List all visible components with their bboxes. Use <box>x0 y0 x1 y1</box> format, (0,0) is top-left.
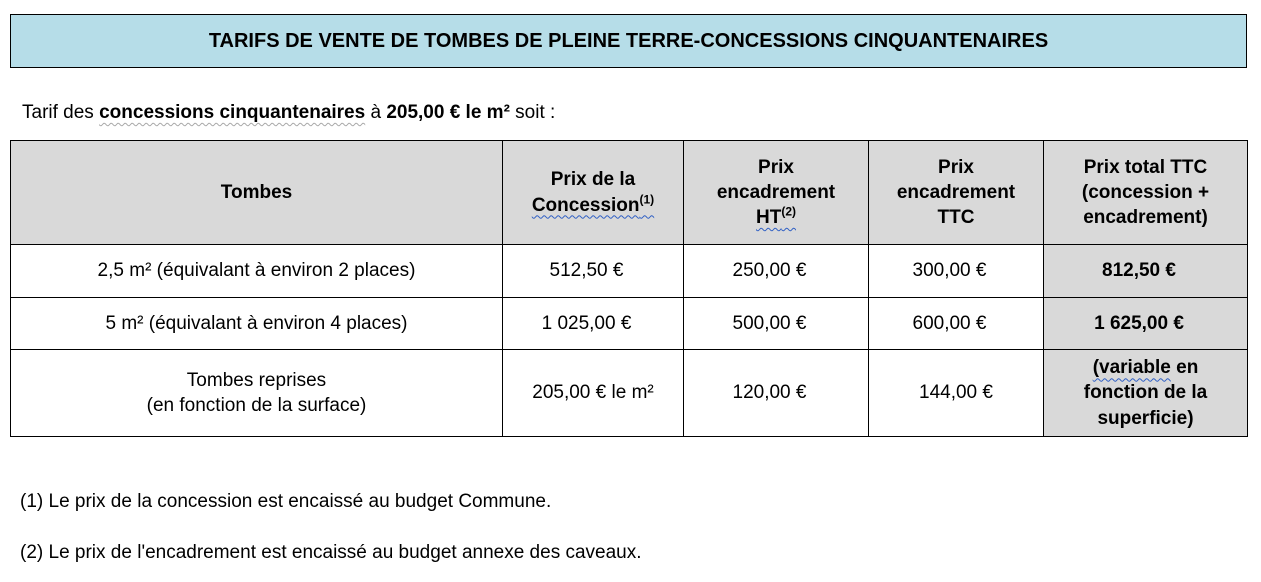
row3-concession: 205,00 € le m² <box>503 350 684 437</box>
row2-total: 1 625,00 € <box>1044 298 1248 350</box>
header-ttc-line2: encadrement <box>896 181 1016 203</box>
intro-bold-price: 205,00 € le m² <box>386 102 510 123</box>
table-row <box>11 298 1248 350</box>
row3-label-line2: (en fonction de la surface) <box>146 395 367 416</box>
header-concession-line2: Concession$^{(1)}$ <box>531 192 655 216</box>
header-prix-concession <box>503 141 684 245</box>
title-banner <box>10 14 1247 68</box>
tariff-table <box>10 140 1248 437</box>
row3-total-line3: superficie) <box>1097 407 1194 429</box>
row3-total-line1: (variable en <box>1092 357 1199 379</box>
row3-total <box>1044 350 1248 437</box>
row3-label <box>11 350 503 437</box>
row3-encadrement-ttc: 144,00 € <box>869 350 1044 437</box>
row1-concession: 512,50 € <box>503 245 684 298</box>
row1-label: 2,5 m² (équivalant à environ 2 places) <box>11 245 503 298</box>
header-tombes-label: Tombes <box>220 181 293 203</box>
header-tombes <box>11 141 503 245</box>
row1-total: 812,50 € <box>1044 245 1248 298</box>
header-prix-encadrement-ht <box>684 141 869 245</box>
intro-prefix: Tarif des <box>22 102 100 123</box>
intro-middle: à <box>365 102 387 123</box>
row1-encadrement-ttc: 300,00 € <box>869 245 1044 298</box>
table-row <box>11 245 1248 298</box>
footnote-ref-1: (1) <box>639 192 655 207</box>
header-total-line2: (concession + <box>1081 181 1210 203</box>
header-concession-line1: Prix de la <box>550 169 636 191</box>
row2-label: 5 m² (équivalant à environ 4 places) <box>11 298 503 350</box>
intro-suffix: soit : <box>509 102 556 123</box>
footnote-2: (2) Le prix de l'encadrement est encaissé au budget annexe des caveaux. <box>20 542 642 563</box>
header-total-line3: encadrement) <box>1083 207 1208 229</box>
intro-bold-concessions: concessions cinquantenaires <box>99 102 366 123</box>
row1-encadrement-ht: 250,00 € <box>684 245 869 298</box>
header-ttc-line3: TTC <box>937 207 975 229</box>
header-prix-total <box>1044 141 1248 245</box>
header-ttc-line1: Prix <box>938 156 974 178</box>
row3-label-line1: Tombes reprises <box>186 369 327 391</box>
header-ht-line1: Prix <box>758 156 794 178</box>
row2-concession: 1 025,00 € <box>503 298 684 350</box>
header-total-line1: Prix total TTC <box>1083 156 1208 178</box>
row3-total-line2: fonction de la <box>1083 382 1208 404</box>
header-ht-line2: encadrement <box>716 181 836 203</box>
row2-encadrement-ht: 500,00 € <box>684 298 869 350</box>
footnote-1: (1) Le prix de la concession est encaissé au budget Commune. <box>20 491 552 512</box>
page-title: TARIFS DE VENTE DE TOMBES DE PLEINE TERRE-CONCESSIONS CINQUANTENAIRES <box>208 29 1049 52</box>
table-row <box>11 350 1248 437</box>
row2-encadrement-ttc: 600,00 € <box>869 298 1044 350</box>
header-ht-line3: HT$^{(2)}$ <box>756 204 796 229</box>
table-header-row <box>11 141 1248 245</box>
header-prix-encadrement-ttc <box>869 141 1044 245</box>
footnote-ref-2: (2) <box>781 204 796 219</box>
intro-line <box>22 102 555 124</box>
row3-encadrement-ht: 120,00 € <box>684 350 869 437</box>
